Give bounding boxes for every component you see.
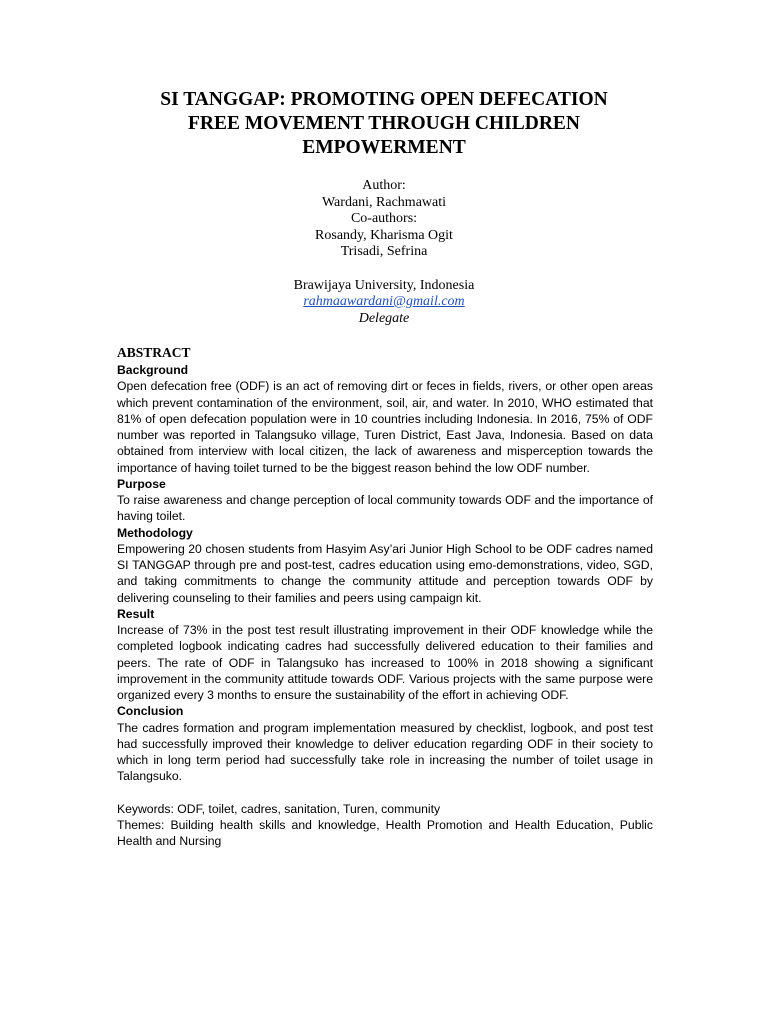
title-line: SI TANGGAP: PROMOTING OPEN DEFECATION — [160, 89, 608, 110]
section-heading-methodology: Methodology — [117, 525, 193, 540]
author-name: Wardani, Rachmawati — [321, 194, 447, 210]
email-link[interactable]: rahmaawardani@gmail.com — [303, 294, 465, 309]
coauthors-label: Co-authors: — [350, 211, 418, 226]
keywords-block — [117, 801, 653, 850]
section-text-methodology: Empowering 20 chosen students from Hasyim Asy’ari Junior High School to be ODF cadres named SI TANGGAP through pre and post-test, cadres education using emo-demonstrations, video, SGD, and taking commitments to change the community attitude and perception towards ODF by delivering counseling to their families and peers using campaign kit. — [117, 541, 653, 605]
coauthor-name: Rosandy, Kharisma Ogit — [315, 227, 453, 243]
front-matter — [100, 178, 668, 327]
title-line: FREE MOVEMENT THROUGH CHILDREN — [187, 113, 581, 134]
section-text-conclusion: The cadres formation and program implementation measured by checklist, logbook, and post test had successfully improved their knowledge to deliver education regarding ODF in their society to which in long term period had successfully take role in increasing the number of toilet usage in Talangsuko. — [117, 720, 653, 784]
themes-line: Themes: Building health skills and knowledge, Health Promotion and Health Education, Public Health and Nursing — [117, 817, 653, 848]
section-heading-background: Background — [117, 363, 189, 377]
section-text-background: Open defecation free (ODF) is an act of removing dirt or feces in fields, rivers, or other open areas which prevent contamination of the environment, soil, air, and water. In 2010, WHO estimated that 81% of open defecation population were in 10 countries including Indonesia. In 2016, 75% of ODF number was reported in Talangsuko village, Turen District, East Java, Indonesia. Based on data obtained from interview with local citizen, the lack of awareness and misperception towards the importance of having toilet turned to be the biggest reason behind the low ODF number. — [117, 379, 653, 475]
section-heading-conclusion: Conclusion — [117, 704, 184, 719]
author-role: Delegate — [358, 310, 410, 326]
coauthor-name: Trisadi, Sefrina — [340, 244, 428, 259]
affiliation: Brawijaya University, Indonesia — [293, 277, 475, 293]
spacer — [100, 261, 668, 278]
abstract-body — [117, 362, 653, 849]
section-text-purpose: To raise awareness and change perception of local community towards ODF and the importance of having toilet. — [117, 493, 653, 524]
author-label: Author: — [362, 178, 406, 193]
abstract-heading: ABSTRACT — [117, 345, 191, 360]
paper-title — [100, 88, 668, 160]
section-text-result: Increase of 73% in the post test result illustrating improvement in their ODF knowledge while the completed logbook indicating cadres had successfully delivered education to their families and peers. The rate of ODF in Talangsuko has increased to 100% in 2018 showing a significant improvement in the community attitude towards ODF. Various projects with the same purpose were organized every 3 months to ensure the sustainability of the effort in achieving ODF. — [117, 623, 653, 702]
title-line: EMPOWERMENT — [302, 137, 466, 158]
section-heading-purpose: Purpose — [117, 476, 166, 491]
keywords-line: Keywords: ODF, toilet, cadres, sanitation, Turen, community — [117, 801, 441, 816]
section-heading-result: Result — [117, 606, 155, 621]
